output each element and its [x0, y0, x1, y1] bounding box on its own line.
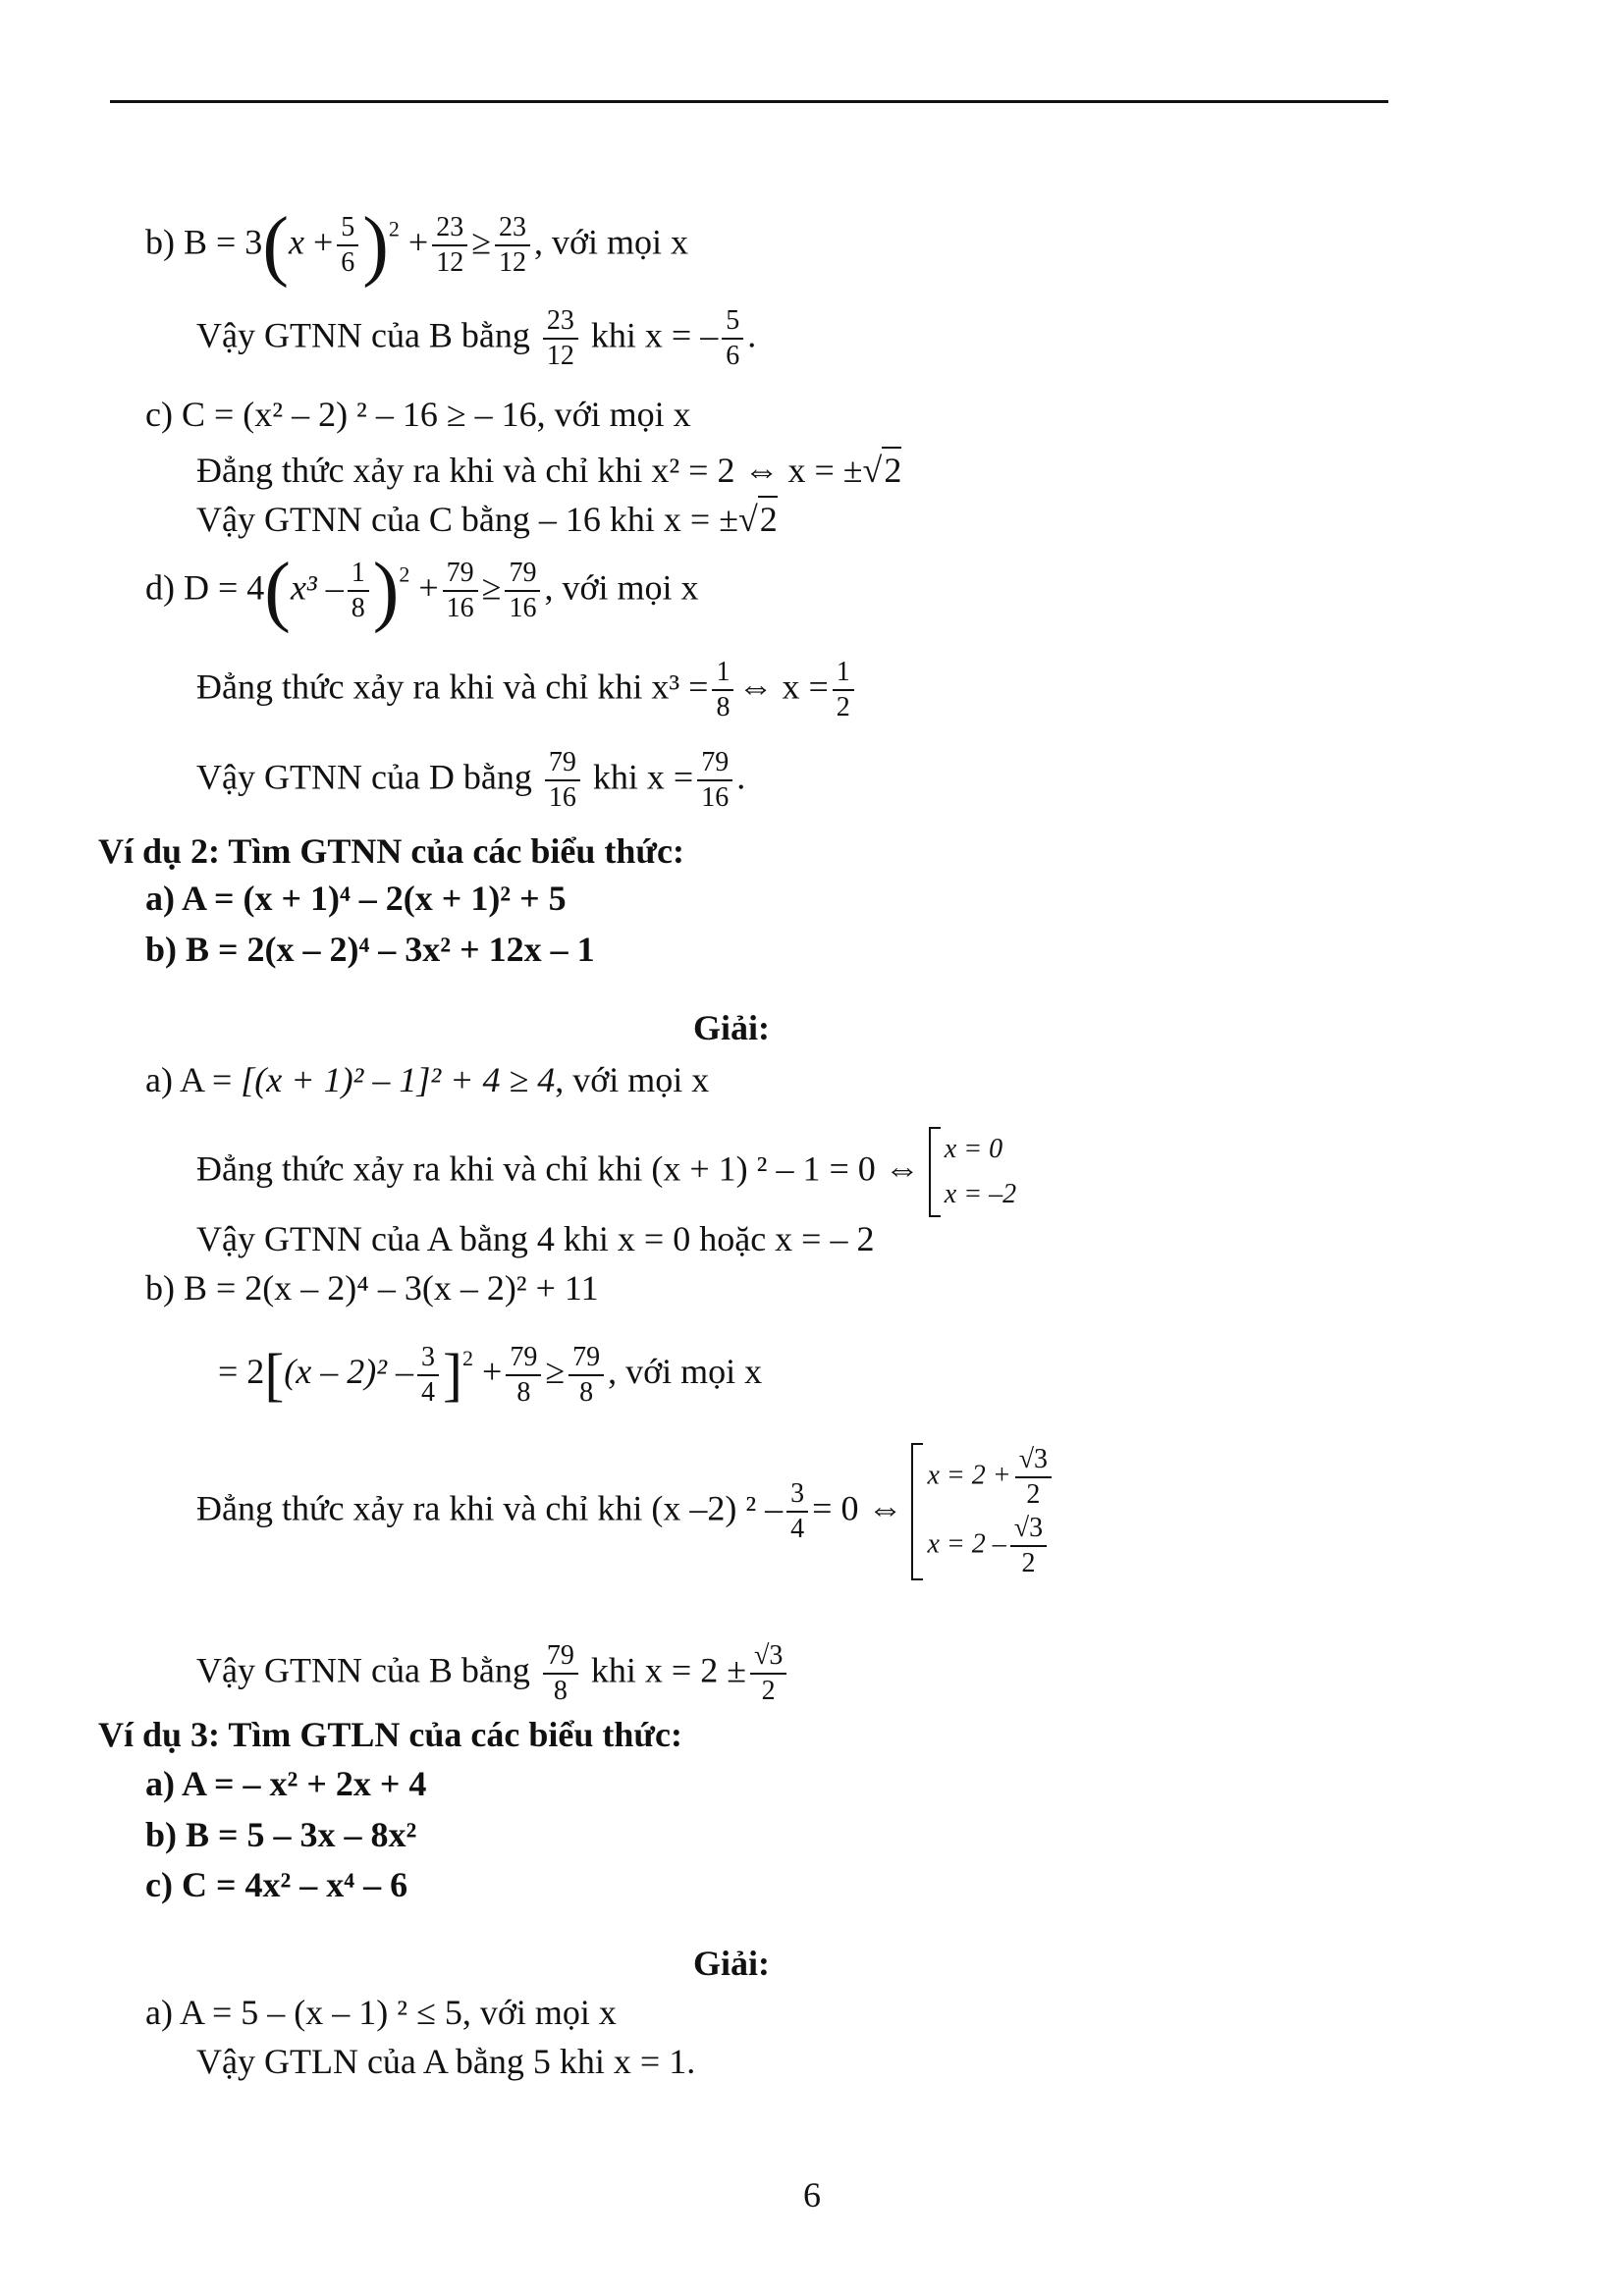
page-number: 6 — [803, 2175, 821, 2215]
example-2-equality-b: Đẳng thức xảy ra khi và chỉ khi (x –2) ² – $\frac{3}{4}$ = 0 ⇔ x = 2 + $\frac{√3}{2}$ x = 2 – $\frac{√3}{2}$ — [196, 1443, 1056, 1580]
solution-b-line: b) B = 3(x + $\frac{5}{6}$ )$^2$ + $\frac{23}{12}$ ≥ $\frac{23}{12}$ , với mọi x — [145, 202, 689, 289]
example-2-part-b: b) B = 2(x – 2)⁴ – 3x² + 12x – 1 — [145, 930, 595, 969]
example-3-title: Ví dụ 3: Tìm GTLN của các biểu thức: — [98, 1715, 682, 1754]
case-bracket: x = 0 x = –2 — [929, 1127, 1016, 1217]
solution-heading-1: Giải: — [693, 1008, 770, 1047]
example-2-solution-b-line2: = 2[(x – 2)² – $\frac{3}{4}$ ]$^2$ + $\frac{79}{8}$ ≥ $\frac{79}{8}$ , với mọi x — [218, 1341, 763, 1408]
example-3-part-b: b) B = 5 – 3x – 8x² — [145, 1815, 417, 1854]
example-2-equality-a: Đẳng thức xảy ra khi và chỉ khi (x + 1) ² – 1 = 0 ⇔ x = 0 x = –2 — [196, 1127, 1016, 1217]
example-3-part-a: a) A = – x² + 2x + 4 — [145, 1764, 427, 1803]
solution-c-conclusion: Vậy GTNN của C bằng – 16 khi x = ±√2 — [196, 496, 778, 541]
example-2-title: Ví dụ 2: Tìm GTNN của các biểu thức: — [98, 831, 684, 871]
solution-c-equality: Đẳng thức xảy ra khi và chỉ khi x² = 2 ⇔ x = ±√2 — [196, 447, 901, 492]
example-3-solution-a: a) A = 5 – (x – 1) ² ≤ 5, với mọi x — [145, 1993, 617, 2032]
example-2-part-a: a) A = (x + 1)⁴ – 2(x + 1)² + 5 — [145, 879, 567, 918]
solution-d-conclusion: Vậy GTNN của D bằng $\frac{79}{16}$ khi x = $\frac{79}{16}$ . — [196, 747, 746, 813]
example-3-conclusion-a: Vậy GTLN của A bằng 5 khi x = 1. — [196, 2042, 696, 2081]
solution-d-line: d) D = 4(x³ – $\frac{1}{8}$ )$^2$ + $\frac{79}{16}$ ≥ $\frac{79}{16}$ , với mọi x — [145, 548, 699, 634]
example-2-conclusion-a: Vậy GTNN của A bằng 4 khi x = 0 hoặc x = – 2 — [196, 1219, 875, 1258]
example-2-solution-b-line1: b) B = 2(x – 2)⁴ – 3(x – 2)² + 11 — [145, 1268, 599, 1308]
header-rule — [110, 100, 1388, 103]
solution-c-line: c) C = (x² – 2) ² – 16 ≥ – 16, với mọi x — [145, 395, 691, 434]
example-2-solution-a: a) A = [(x + 1)² – 1]² + 4 ≥ 4, với mọi x — [145, 1060, 710, 1099]
solution-heading-2: Giải: — [693, 1944, 770, 1983]
solution-d-equality: Đẳng thức xảy ra khi và chỉ khi x³ = $\frac{1}{8}$ ⇔ x = $\frac{1}{2}$ — [196, 656, 858, 724]
solution-b-conclusion: Vậy GTNN của B bằng $\frac{23}{12}$ khi x = – $\frac{5}{6}$ . — [196, 305, 757, 371]
example-2-conclusion-b: Vậy GTNN của B bằng $\frac{79}{8}$ khi x = 2 ± $\frac{√3}{2}$ — [196, 1639, 790, 1708]
example-3-part-c: c) C = 4x² – x⁴ – 6 — [145, 1865, 408, 1904]
case-bracket: x = 2 + $\frac{√3}{2}$ x = 2 – $\frac{√3}{2}$ — [911, 1443, 1056, 1580]
